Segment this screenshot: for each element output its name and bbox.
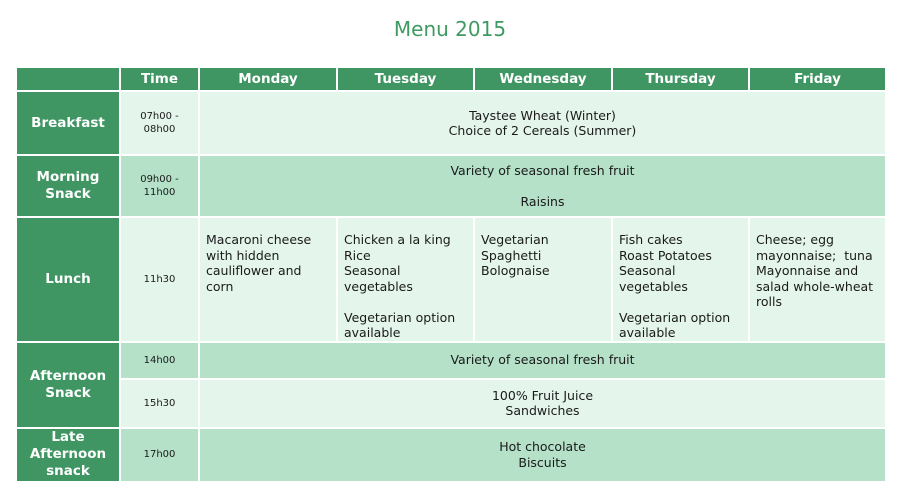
breakfast-time-end: 08h00 <box>143 124 176 135</box>
header-tuesday: Tuesday <box>337 67 474 91</box>
lunch-thursday-line: Fish cakes <box>619 232 683 247</box>
afternoon-snack-juice: 100% Fruit Juice <box>491 387 594 403</box>
lunch-friday-line: Mayonnaise and <box>756 263 859 278</box>
late-afternoon-snack-row <box>16 428 886 482</box>
afternoon-snack-row-1 <box>16 342 886 379</box>
breakfast-time-start: 07h00 - <box>140 111 179 122</box>
lunch-monday-line: with hidden <box>206 247 280 263</box>
header-time: Time <box>120 67 199 91</box>
breakfast-time <box>120 91 199 155</box>
lunch-time: 11h30 <box>120 217 199 342</box>
morning-snack-label <box>16 155 120 217</box>
header-thursday: Thursday <box>612 67 749 91</box>
morning-snack-time <box>120 155 199 217</box>
afternoon-snack-label-line2: Snack <box>45 384 91 401</box>
header-friday: Friday <box>749 67 886 91</box>
afternoon-snack-row-2 <box>16 379 886 428</box>
lunch-tuesday-spacer <box>344 294 467 310</box>
late-afternoon-snack-label <box>16 428 120 482</box>
breakfast-row <box>16 91 886 155</box>
afternoon-snack-label <box>16 342 120 428</box>
lunch-monday-line: Macaroni cheese <box>206 232 312 247</box>
lunch-wednesday <box>474 217 612 342</box>
lunch-tuesday-line: Rice <box>344 247 371 263</box>
lunch-tuesday-line: Chicken a la king <box>344 232 451 247</box>
lunch-thursday-line: Vegetarian option <box>619 309 731 325</box>
lunch-wednesday-line: Spaghetti Bolognaise <box>481 247 550 278</box>
lunch-friday-line: salad whole-wheat <box>756 278 874 294</box>
morning-snack-items <box>199 155 886 217</box>
lunch-friday-line: rolls <box>756 294 782 309</box>
lunch-thursday-spacer <box>619 294 742 310</box>
menu-table <box>15 66 887 483</box>
lunch-thursday-line: available <box>619 325 676 340</box>
afternoon-snack-time-1: 14h00 <box>120 342 199 379</box>
header-corner <box>16 67 120 91</box>
breakfast-item-summer: Choice of 2 Cereals (Summer) <box>448 123 637 138</box>
morning-snack-raisins: Raisins <box>520 193 565 209</box>
afternoon-snack-label-line1: Afternoon <box>29 367 107 384</box>
breakfast-item-winter: Taystee Wheat (Winter) <box>469 107 616 123</box>
breakfast-items <box>199 91 886 155</box>
late-afternoon-label-line2: Afternoon <box>29 446 107 462</box>
lunch-tuesday-line: available <box>344 325 401 340</box>
lunch-friday-line: mayonnaise; tuna <box>756 247 873 263</box>
late-afternoon-label-line1: Late <box>51 429 85 445</box>
lunch-friday <box>749 217 886 342</box>
breakfast-label: Breakfast <box>16 91 120 155</box>
lunch-thursday <box>612 217 749 342</box>
late-afternoon-label-line3: snack <box>46 463 90 479</box>
afternoon-snack-time-2: 15h30 <box>120 379 199 428</box>
lunch-label: Lunch <box>16 217 120 342</box>
morning-snack-label-line1: Morning <box>36 169 100 185</box>
late-afternoon-snack-time: 17h00 <box>120 428 199 482</box>
header-wednesday: Wednesday <box>474 67 612 91</box>
page-title: Menu 2015 <box>393 17 507 41</box>
lunch-tuesday <box>337 217 474 342</box>
lunch-row <box>16 217 886 342</box>
morning-snack-spacer <box>200 179 885 194</box>
late-afternoon-biscuits: Biscuits <box>518 454 567 470</box>
lunch-thursday-line: Roast Potatoes <box>619 247 712 263</box>
morning-snack-row <box>16 155 886 217</box>
lunch-tuesday-line: Vegetarian option <box>344 309 456 325</box>
morning-snack-fruit: Variety of seasonal fresh fruit <box>450 163 635 178</box>
late-afternoon-snack-items <box>199 428 886 482</box>
morning-snack-label-line2: Snack <box>45 186 91 202</box>
afternoon-snack-sandwiches: Sandwiches <box>505 403 580 418</box>
morning-snack-time-start: 09h00 - <box>140 174 179 185</box>
header-monday: Monday <box>199 67 337 91</box>
lunch-monday <box>199 217 337 342</box>
header-row <box>16 67 886 91</box>
lunch-monday-line: cauliflower and corn <box>206 263 306 294</box>
lunch-wednesday-line: Vegetarian <box>481 232 549 247</box>
lunch-tuesday-line: Seasonal vegetables <box>344 263 413 294</box>
afternoon-snack-item-1: Variety of seasonal fresh fruit <box>199 342 886 379</box>
lunch-friday-line: Cheese; egg <box>756 232 834 247</box>
lunch-thursday-line: Seasonal vegetables <box>619 263 688 294</box>
late-afternoon-hot-chocolate: Hot chocolate <box>499 439 586 454</box>
morning-snack-time-end: 11h00 <box>143 187 176 198</box>
afternoon-snack-item-2 <box>199 379 886 428</box>
